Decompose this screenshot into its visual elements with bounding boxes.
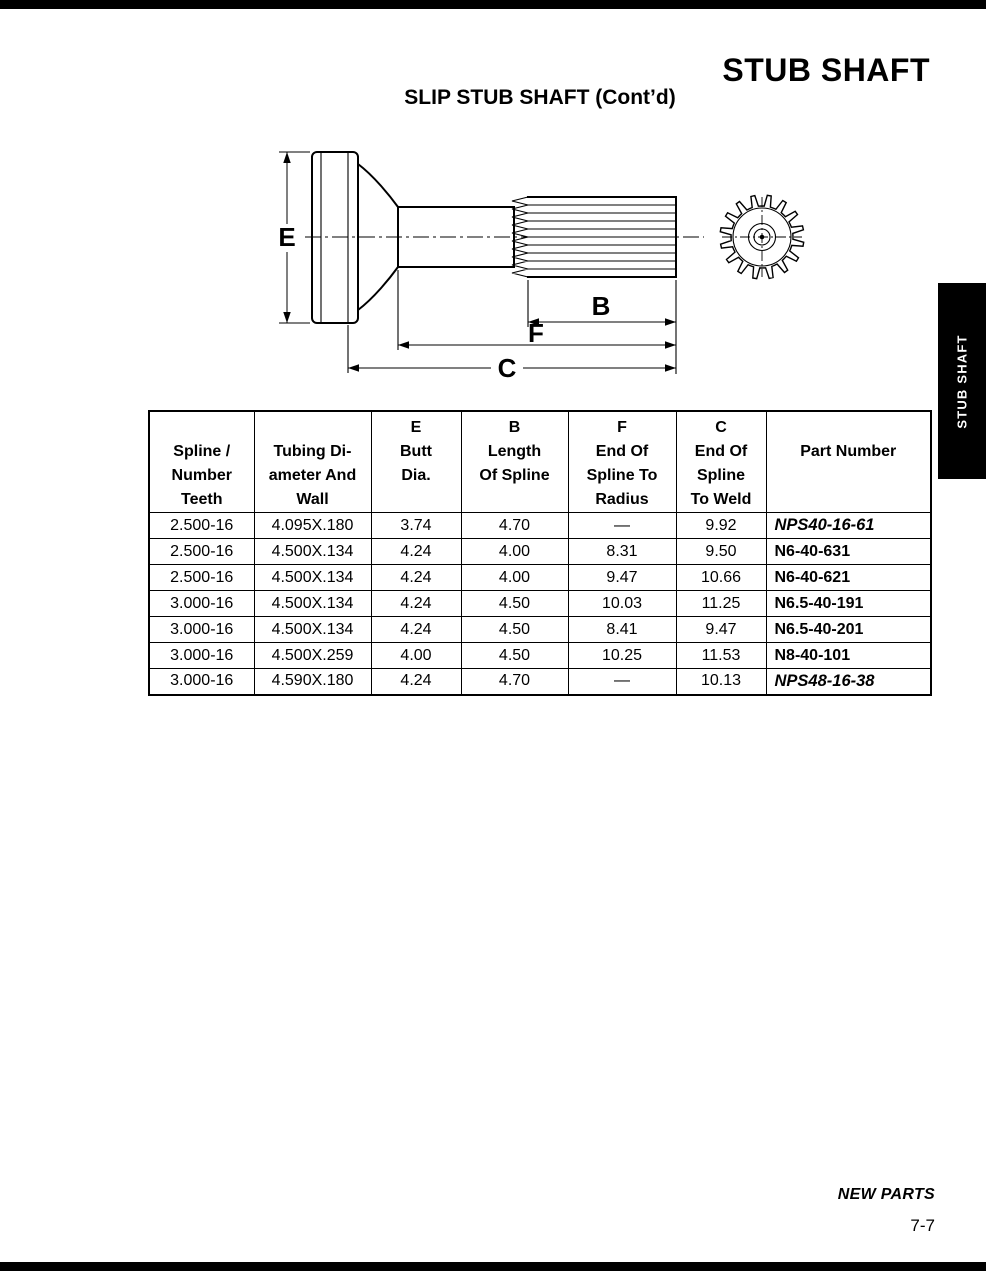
column-header-spline-teeth — [149, 411, 254, 513]
header-line: Teeth — [181, 491, 223, 508]
header-row — [149, 411, 931, 513]
bottom-rule — [0, 1262, 986, 1271]
header-line — [462, 488, 568, 512]
header-line: End Of — [595, 443, 649, 460]
part-number-cell: NPS48-16-38 — [766, 669, 931, 695]
header-line: Spline — [696, 467, 745, 484]
part-number-cell: N6-40-621 — [766, 565, 931, 591]
table-cell: 4.50 — [461, 591, 568, 617]
table-cell: 4.70 — [461, 669, 568, 695]
stub-shaft-diagram — [0, 130, 986, 410]
table-cell: 4.70 — [461, 513, 568, 539]
table-cell: 3.000-16 — [149, 617, 254, 643]
header-line: C — [715, 419, 727, 436]
page-title: STUB SHAFT — [722, 52, 930, 88]
table-cell: 4.500X.259 — [254, 643, 371, 669]
table-cell: 4.00 — [461, 539, 568, 565]
table-cell: 3.000-16 — [149, 591, 254, 617]
header-line — [150, 416, 254, 440]
table-cell: 10.25 — [568, 643, 676, 669]
table-cell: 2.500-16 — [149, 565, 254, 591]
table-cell: 4.24 — [371, 565, 461, 591]
header-line: End Of — [694, 443, 748, 460]
table-cell: 9.47 — [676, 617, 766, 643]
header-line: Length — [487, 443, 542, 460]
column-header-butt-dia — [371, 411, 461, 513]
header-line: Tubing Di- — [273, 443, 352, 460]
table-row — [149, 591, 931, 617]
page-number: 7-7 — [910, 1216, 935, 1235]
side-tab-label: STUB SHAFT — [954, 333, 970, 429]
spline-end-view — [720, 195, 803, 278]
header-line: Part Number — [800, 443, 897, 460]
table-cell: 3.000-16 — [149, 669, 254, 695]
table-cell: 4.50 — [461, 643, 568, 669]
table-cell: — — [568, 513, 676, 539]
table-cell: 4.00 — [461, 565, 568, 591]
table-cell: 8.41 — [568, 617, 676, 643]
part-number-cell: N8-40-101 — [766, 643, 931, 669]
header-line: Wall — [296, 491, 329, 508]
new-parts-note: NEW PARTS — [837, 1186, 935, 1203]
table-cell: 8.31 — [568, 539, 676, 565]
table-cell: 11.25 — [676, 591, 766, 617]
table-row — [149, 513, 931, 539]
part-number-cell: NPS40-16-61 — [766, 513, 931, 539]
part-number-cell: N6.5-40-201 — [766, 617, 931, 643]
table-cell: 9.92 — [676, 513, 766, 539]
section-subtitle: SLIP STUB SHAFT (Cont’d) — [404, 86, 676, 109]
column-header-tubing — [254, 411, 371, 513]
table-cell: 2.500-16 — [149, 539, 254, 565]
table-cell: 4.500X.134 — [254, 539, 371, 565]
dim-label-f: F — [528, 318, 544, 348]
table-row — [149, 669, 931, 695]
table-cell: 4.095X.180 — [254, 513, 371, 539]
table-cell: 3.000-16 — [149, 643, 254, 669]
column-header-part-number — [766, 411, 931, 513]
header-line: E — [410, 419, 422, 436]
table-cell: 4.500X.134 — [254, 617, 371, 643]
column-header-spline-to-weld — [676, 411, 766, 513]
header-line: To Weld — [690, 491, 752, 508]
header-line — [372, 488, 461, 512]
dim-label-b: B — [591, 291, 611, 321]
header-line: Butt — [400, 443, 432, 460]
header-line — [767, 488, 931, 512]
table-cell: 3.74 — [371, 513, 461, 539]
table-cell: 10.66 — [676, 565, 766, 591]
header-line: Of Spline — [479, 467, 550, 484]
top-rule — [0, 0, 986, 9]
column-header-spline-length — [461, 411, 568, 513]
part-number-cell: N6-40-631 — [766, 539, 931, 565]
header-line — [767, 464, 931, 488]
header-line — [767, 416, 931, 440]
column-header-spline-to-radius — [568, 411, 676, 513]
table-cell: 10.03 — [568, 591, 676, 617]
table-cell: 4.00 — [371, 643, 461, 669]
dim-label-e: E — [278, 222, 296, 252]
table-cell: — — [568, 669, 676, 695]
header-line: ameter And — [268, 467, 357, 484]
header-line: Spline To — [586, 467, 658, 484]
side-tab-stub-shaft — [938, 283, 986, 479]
table-row — [149, 617, 931, 643]
header-line: Number — [171, 467, 232, 484]
table-cell: 4.24 — [371, 617, 461, 643]
center-dot — [760, 235, 765, 240]
dim-label-c: C — [497, 353, 517, 383]
header-line: Spline / — [173, 443, 231, 460]
table-row — [149, 565, 931, 591]
table-cell: 11.53 — [676, 643, 766, 669]
part-number-cell: N6.5-40-191 — [766, 591, 931, 617]
table-cell: 4.24 — [371, 591, 461, 617]
table-cell: 9.50 — [676, 539, 766, 565]
table-cell: 4.500X.134 — [254, 565, 371, 591]
table-cell: 9.47 — [568, 565, 676, 591]
table-cell: 4.590X.180 — [254, 669, 371, 695]
table-row — [149, 539, 931, 565]
header-line: Dia. — [401, 467, 431, 484]
table-cell: 2.500-16 — [149, 513, 254, 539]
spec-table — [148, 410, 932, 696]
table-cell: 4.24 — [371, 539, 461, 565]
header-line: F — [617, 419, 627, 436]
table-cell: 10.13 — [676, 669, 766, 695]
table-cell: 4.50 — [461, 617, 568, 643]
header-line: Radius — [595, 491, 649, 508]
table-cell: 4.24 — [371, 669, 461, 695]
header-line: B — [508, 419, 521, 436]
table-cell: 4.500X.134 — [254, 591, 371, 617]
header-line — [255, 416, 371, 440]
table-row — [149, 643, 931, 669]
